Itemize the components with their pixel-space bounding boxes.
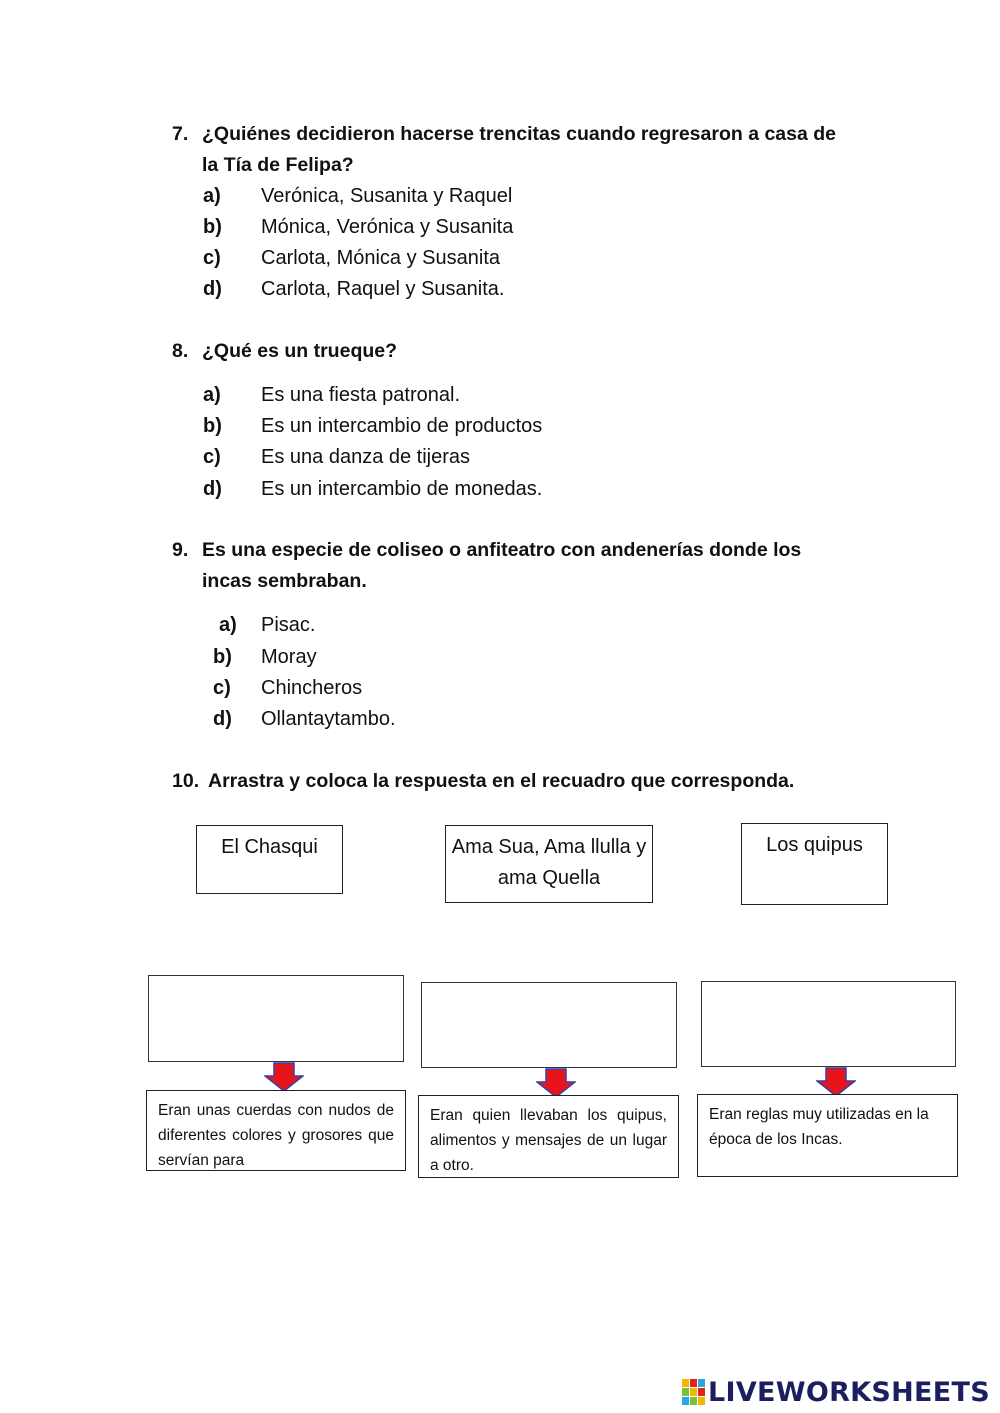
question-number: 9. [172,539,189,561]
option-text: Pisac. [261,614,316,636]
option-text: Es una fiesta patronal. [261,384,461,406]
logo-block [682,1397,689,1405]
option-letter: c) [203,247,221,269]
logo-block [682,1388,689,1396]
description-box-2 [418,1095,679,1178]
option-letter: a) [219,614,237,636]
option-9c[interactable] [203,676,703,700]
option-8a[interactable] [203,383,703,407]
option-7b[interactable] [203,215,703,239]
option-9b[interactable] [203,645,703,669]
logo-block [698,1388,705,1396]
down-arrow-icon [536,1068,576,1098]
question-8 [172,336,852,367]
question-7 [172,119,852,181]
drag-label-text: Los quipus [766,834,863,856]
description-text: Eran unas cuerdas con nudos de diferentes colores y grosores que servían para [158,1102,394,1169]
question-number: 10. [172,770,200,792]
option-text: Carlota, Raquel y Susanita. [261,278,505,300]
drag-label-text: El Chasqui [221,836,318,858]
question-text: Es una especie de coliseo o anfiteatro con andenerías donde los incas sembraban. [202,539,802,592]
down-arrow-icon [264,1062,304,1092]
question-text: Arrastra y coloca la respuesta en el recuadro que corresponda. [208,770,795,792]
liveworksheets-logo[interactable] [682,1377,990,1407]
option-letter: d) [203,478,222,500]
option-8c[interactable] [203,445,703,469]
drag-label-el-chasqui[interactable] [196,825,343,894]
question-text: ¿Qué es un trueque? [202,340,398,362]
logo-block [698,1397,705,1405]
option-letter: b) [203,415,222,437]
option-7c[interactable] [203,246,703,270]
description-box-1 [146,1090,406,1171]
logo-block [682,1379,689,1387]
arrow-shape [265,1063,303,1091]
option-text: Mónica, Verónica y Susanita [261,216,514,238]
question-number: 8. [172,340,189,362]
logo-block [690,1397,697,1405]
option-text: Verónica, Susanita y Raquel [261,185,513,207]
description-text: Eran quien llevaban los quipus, alimentos y mensajes de un lugar a otro. [430,1107,667,1174]
option-text: Es una danza de tijeras [261,446,471,468]
arrow-shape [537,1069,575,1097]
question-10 [172,766,872,797]
logo-block [698,1379,705,1387]
option-9a[interactable] [203,613,703,637]
option-7d[interactable] [203,277,703,301]
drop-zone-2[interactable] [421,982,677,1068]
option-letter: a) [203,185,221,207]
option-letter: b) [203,216,222,238]
description-box-3 [697,1094,958,1177]
logo-block [690,1379,697,1387]
option-text: Ollantaytambo. [261,708,396,730]
drop-zone-1[interactable] [148,975,404,1062]
option-letter: d) [213,708,232,730]
option-letter: c) [203,446,221,468]
option-letter: a) [203,384,221,406]
arrow-shape [817,1068,855,1096]
drag-label-ama-sua[interactable] [445,825,653,903]
option-letter: d) [203,278,222,300]
drop-zone-3[interactable] [701,981,956,1067]
logo-text: LIVEWORKSHEETS [707,1376,990,1408]
option-7a[interactable] [203,184,703,208]
option-text: Es un intercambio de monedas. [261,478,543,500]
question-text: ¿Quiénes decidieron hacerse trencitas cuando regresaron a casa de la Tía de Felipa? [202,123,837,176]
option-8d[interactable] [203,477,703,501]
drag-label-los-quipus[interactable] [741,823,888,905]
down-arrow-icon [816,1067,856,1097]
question-number: 7. [172,123,189,145]
description-text: Eran reglas muy utilizadas en la época de los Incas. [709,1106,929,1148]
option-text: Carlota, Mónica y Susanita [261,247,501,269]
question-9 [172,535,852,597]
option-text: Chincheros [261,677,363,699]
option-text: Es un intercambio de productos [261,415,543,437]
option-8b[interactable] [203,414,703,438]
option-letter: b) [213,646,232,668]
option-text: Moray [261,646,317,668]
logo-block [690,1388,697,1396]
option-letter: c) [213,677,231,699]
option-9d[interactable] [203,707,703,731]
logo-blocks-icon [682,1379,706,1405]
drag-label-text: Ama Sua, Ama llulla y ama Quella [451,836,647,889]
